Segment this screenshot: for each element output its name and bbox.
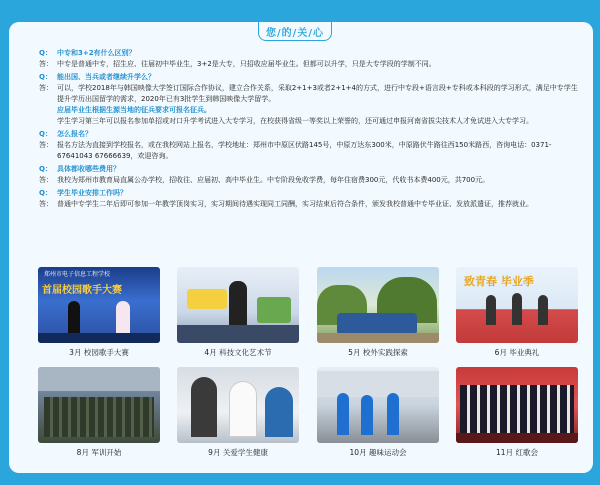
- photo-military-training: [38, 367, 160, 443]
- photo-caption: 6月 毕业典礼: [494, 348, 540, 357]
- photo-caption: 3月 校园歌手大赛: [69, 348, 129, 357]
- photo-student-health: [177, 367, 299, 443]
- faq-answer: 答： 报名方法为直接到学校报名，或在我校网站上报名，学校地址：郑州市中原区伏路145号，中原万达东300米，中原路伏牛路往西150米路西，咨询电话：0371-67641043 67666639，欢迎咨询。: [39, 141, 552, 160]
- photo-caption: 5月 校外实践探索: [348, 348, 408, 357]
- faq-answer: 答： 我校为郑州市教育局直属公办学校，招收往、应届初、高中毕业生。中专阶段免收学费，每年住宿费300元，代收书本费400元，共700元。: [39, 176, 490, 184]
- faq-list: [39, 46, 579, 210]
- photo-singer-contest: 郑州市电子信息工程学校 首届校园歌手大赛: [38, 267, 160, 343]
- faq-answer: 答： 中专是普通中专，招生应、往届初中毕业生，3+2是大专，只招收应届毕业生。但都可以升学，只是大专学段的学制不同。: [39, 60, 436, 68]
- photo-caption: 11月 红歌会: [496, 448, 538, 457]
- faq-question: Q： 能出国、当兵或者继续升学么？: [39, 73, 155, 81]
- faq-answer-extra: 学生学习第三年可以报名参加单招或对口升学考试进入大专学习，在校获得省级一等奖以上荣誉的，还可通过申报河南省拔尖技术人才免试进入大专学习。: [57, 117, 533, 125]
- photo-caption: 8月 军训开始: [76, 448, 122, 457]
- faq-question: Q： 怎么报名？: [39, 130, 92, 138]
- photo-caption: 9月 关爱学生健康: [208, 448, 268, 457]
- photo-red-song-concert: [456, 367, 578, 443]
- section-title: 您/的/关/心: [258, 22, 332, 41]
- faq-answer: 答： 可以，学校2018年与韩国映像大学签订国际合作协议，建立合作关系，采取2+1+3或者2+1+4的方式，进行中专段+语言段+专科或本科段的学习形式，满足中专学生提升学历出国留学的需求，2020年已有3批学生到韩国映像大学留学。: [39, 84, 578, 103]
- photo-caption: 4月 科技文化艺术节: [204, 348, 272, 357]
- photo-caption: 10月 趣味运动会: [349, 448, 407, 457]
- faq-question: Q： 学生毕业安排工作吗？: [39, 189, 127, 197]
- photo-sports-meet: [317, 367, 439, 443]
- faq-highlight: 应届毕业生根据生源当地的征兵要求可报名征兵。: [57, 106, 211, 114]
- faq-answer: 答： 普通中专学生二年后即可参加一年教学顶岗实习，实习期间待遇实现同工同酬，实习结束后符合条件，颁发我校普通中专毕业证、发放派遣证，推荐就业。: [39, 200, 533, 208]
- photo-art-festival: [177, 267, 299, 343]
- photo-graduation: 致青春 毕业季: [456, 267, 578, 343]
- faq-question: Q： 具体都收哪些费用？: [39, 165, 120, 173]
- faq-question: Q： 中专和3+2有什么区别？: [39, 49, 136, 57]
- photo-field-practice: [317, 267, 439, 343]
